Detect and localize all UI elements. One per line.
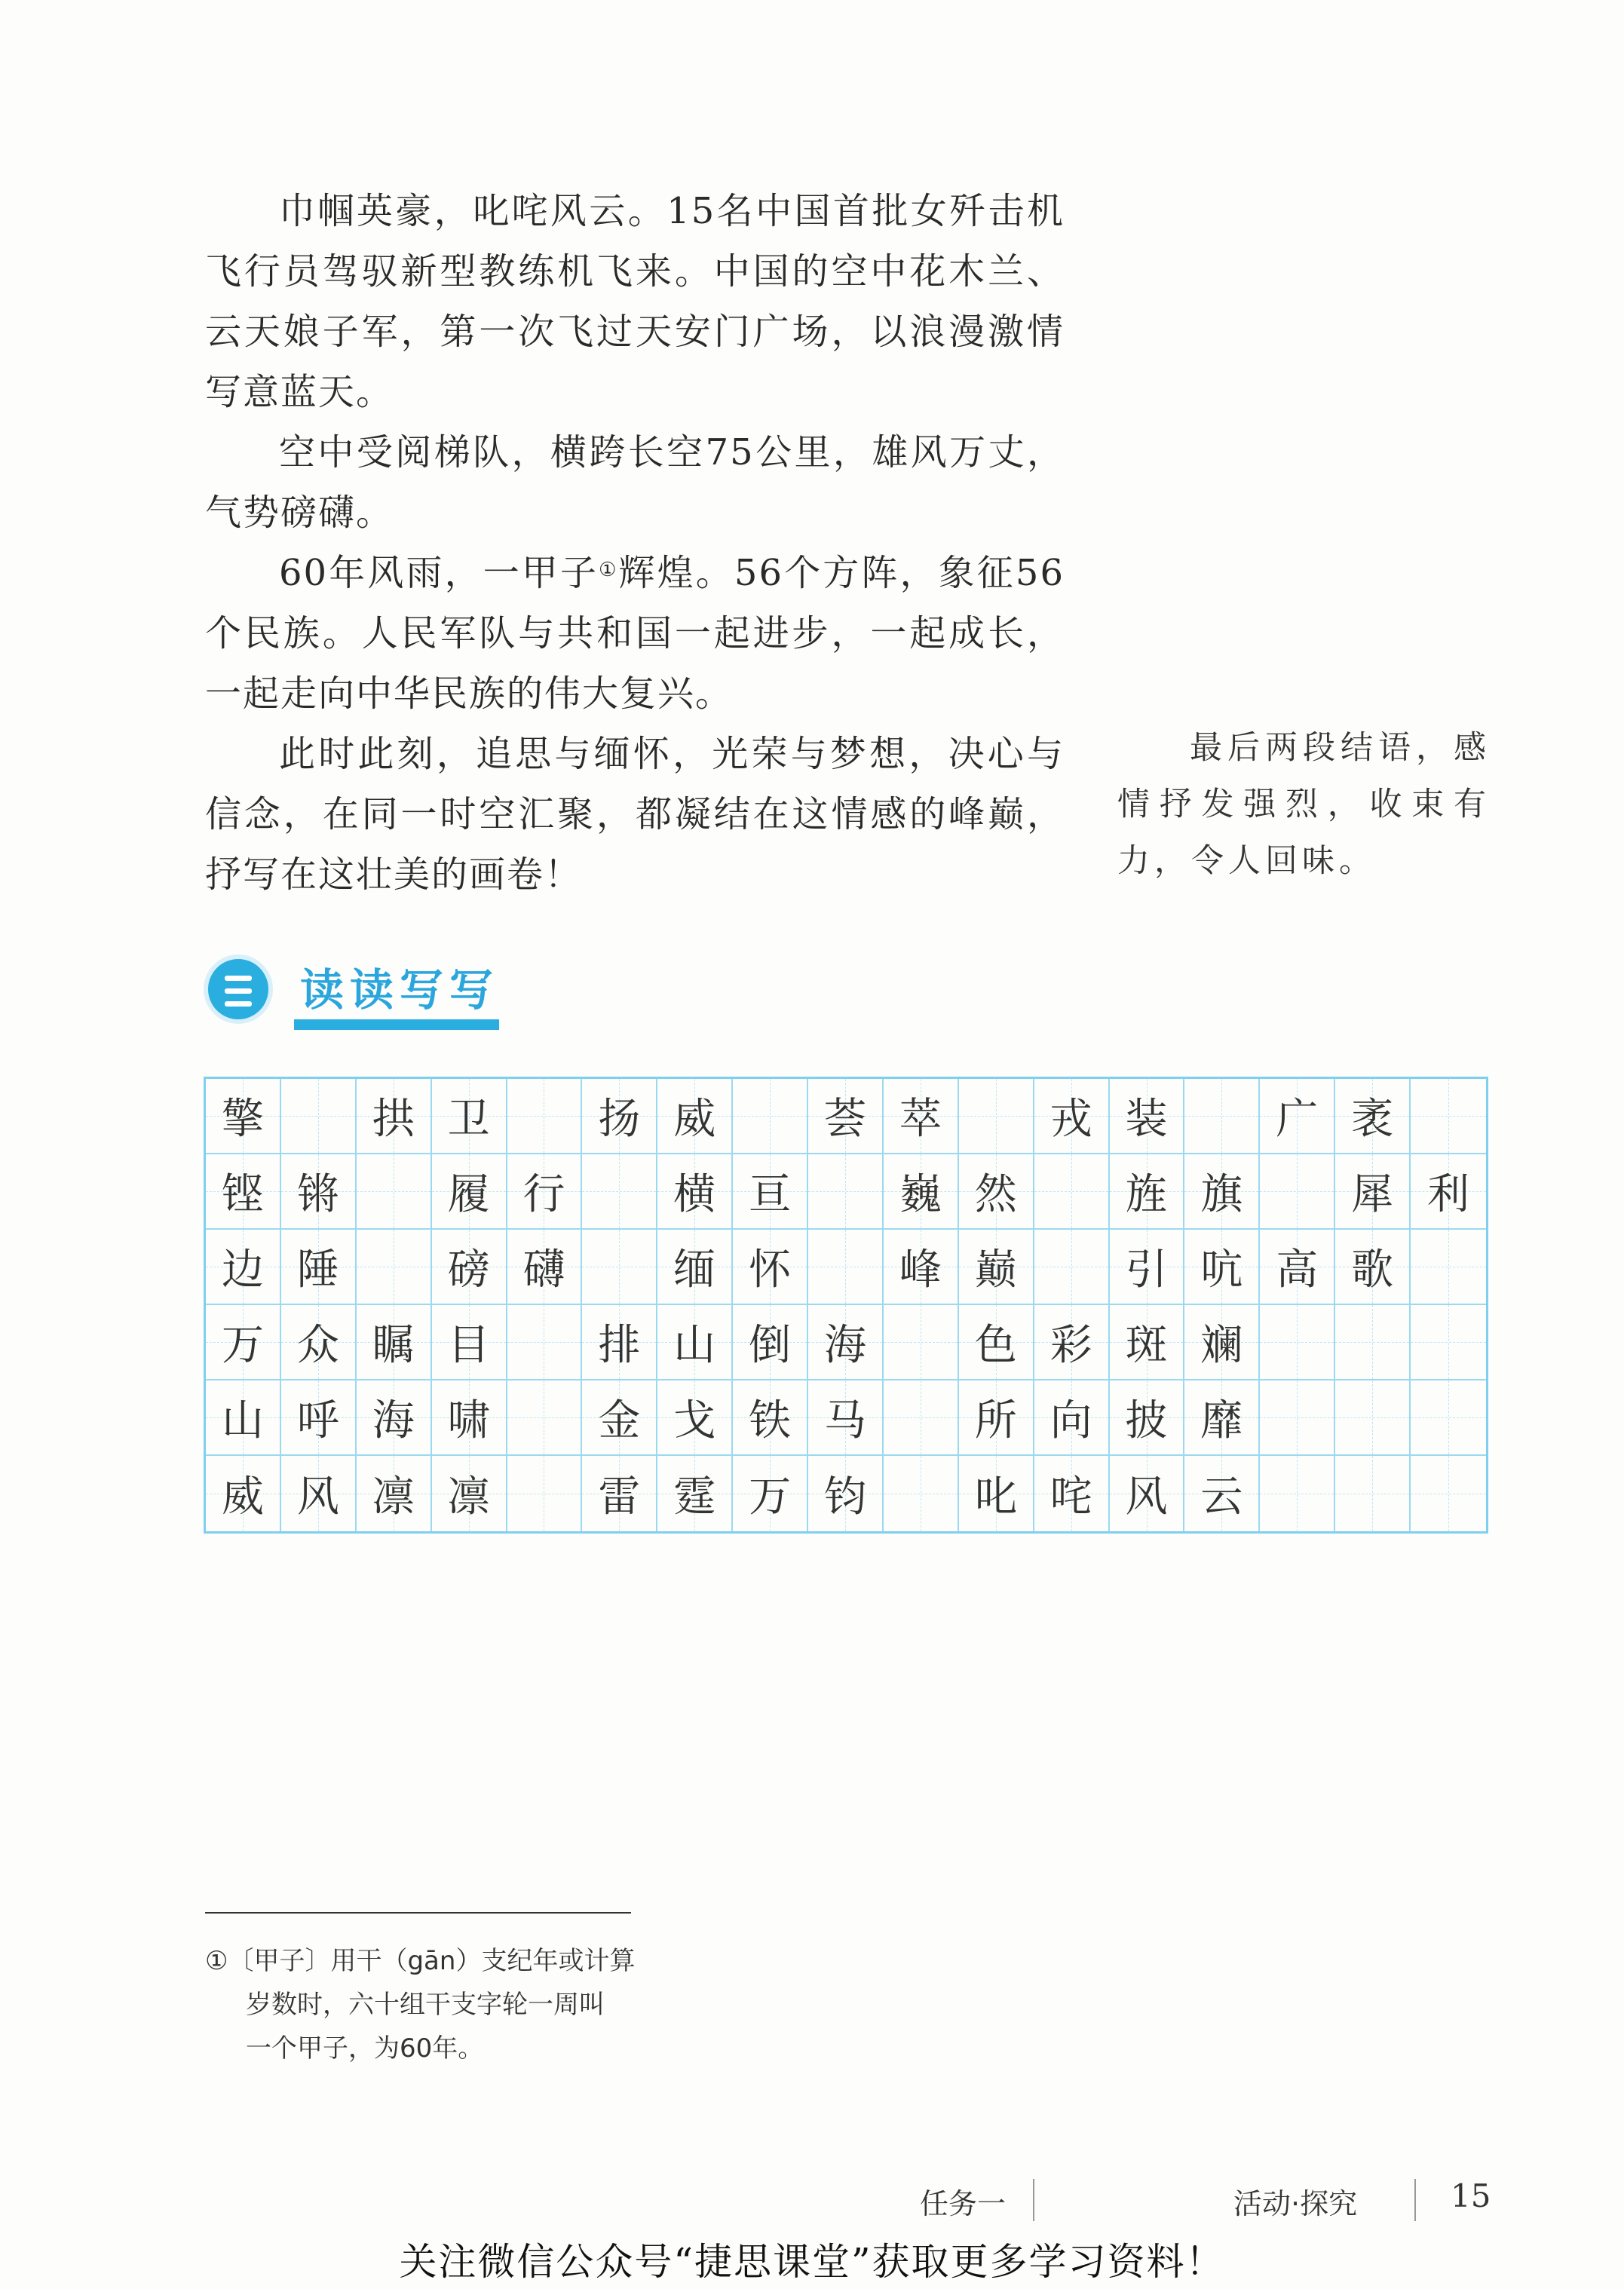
grid-character: 披 [1125,1396,1168,1445]
grid-cell [733,1154,808,1230]
grid-cell [206,1305,281,1380]
paragraph-4 [205,724,1065,905]
grid-cell [1411,1230,1486,1305]
grid-character: 斓 [1200,1321,1243,1370]
footer-section: 活动·探究 [1233,2187,1358,2220]
grid-cell [1260,1456,1335,1531]
section-title: 读读写写 [300,964,500,1016]
grid-character: 向 [1049,1396,1092,1445]
grid-cell [1034,1079,1110,1154]
main-text [205,181,1065,905]
grid-cell [733,1230,808,1305]
paragraph-4-text: 此时此刻，追思与缅怀，光荣与梦想，决心与信念，在同一时空汇聚，都凝结在这情感的峰巅，抒写在这壮美的画卷！ [205,733,1065,896]
grid-cell [357,1230,432,1305]
grid-cell [959,1305,1034,1380]
grid-character: 雷 [598,1472,641,1521]
section-underline [294,1019,499,1030]
grid-character: 斑 [1125,1321,1168,1370]
grid-cell [1260,1079,1335,1154]
grid-character: 吭 [1200,1246,1243,1295]
grid-cell [1335,1305,1411,1380]
grid-character: 戈 [673,1396,716,1445]
grid-character: 马 [823,1396,866,1445]
footnote-marker[interactable]: ① [599,559,619,581]
grid-cell [281,1380,357,1456]
grid-character: 装 [1125,1095,1168,1144]
grid-cell [1411,1380,1486,1456]
grid-character: 荟 [823,1095,866,1144]
grid-cell [1034,1154,1110,1230]
watermark-text: 关注微信公众号“捷思课堂”获取更多学习资料！ [399,2240,1225,2284]
paragraph-2-text: 空中受阅梯队，横跨长空75公里，雄风万丈，气势磅礴。 [205,431,1065,534]
grid-cell [507,1079,583,1154]
grid-character: 万 [749,1472,792,1521]
grid-cell [206,1154,281,1230]
grid-character: 缅 [673,1246,716,1295]
grid-character: 广 [1276,1095,1319,1144]
numeral-three-icon [204,955,273,1024]
grid-character: 万 [221,1321,264,1370]
footer-unit: 任务一 [920,2187,1007,2220]
grid-cell [808,1154,884,1230]
footer-divider [1033,2179,1034,2221]
grid-cell [733,1456,808,1531]
grid-character: 行 [522,1170,565,1219]
grid-cell [884,1380,959,1456]
footnote-line: ①〔甲子〕用干（gān）支纪年或计算 [205,1946,636,1976]
grid-cell [507,1305,583,1380]
grid-cell [657,1305,733,1380]
grid-cell [1034,1456,1110,1531]
grid-cell [1110,1154,1185,1230]
footnote-line: 一个甲子，为60年。 [246,2033,484,2064]
grid-cell [1184,1380,1260,1456]
grid-cell [1260,1230,1335,1305]
grid-cell [582,1154,657,1230]
grid-cell [206,1230,281,1305]
grid-cell [959,1380,1034,1456]
grid-cell [657,1456,733,1531]
grid-cell [1411,1456,1486,1531]
grid-cell [206,1380,281,1456]
grid-character: 山 [221,1396,264,1445]
grid-cell [432,1230,507,1305]
grid-cell [357,1079,432,1154]
grid-cell [507,1154,583,1230]
grid-character: 旌 [1125,1170,1168,1219]
grid-cell [808,1230,884,1305]
grid-cell [582,1305,657,1380]
grid-cell [507,1230,583,1305]
grid-cell [1411,1079,1486,1154]
grid-character: 巅 [974,1246,1017,1295]
grid-cell [1184,1456,1260,1531]
paragraph-2 [205,422,1065,543]
grid-cell [1335,1380,1411,1456]
grid-cell [959,1456,1034,1531]
grid-character: 彩 [1049,1321,1092,1370]
grid-cell [432,1305,507,1380]
grid-cell [582,1456,657,1531]
grid-character: 亘 [749,1170,792,1219]
grid-cell [1184,1230,1260,1305]
grid-character: 巍 [899,1170,942,1219]
grid-cell [884,1456,959,1531]
grid-cell [1110,1079,1185,1154]
grid-character: 凛 [372,1472,415,1521]
grid-character: 卫 [447,1095,490,1144]
grid-cell [582,1380,657,1456]
paragraph-1 [205,181,1065,422]
grid-cell [657,1380,733,1456]
grid-character: 倒 [749,1321,792,1370]
grid-cell [1411,1154,1486,1230]
grid-cell [884,1079,959,1154]
grid-character: 目 [447,1321,490,1370]
grid-cell [959,1079,1034,1154]
grid-character: 歌 [1351,1246,1394,1295]
grid-character: 峰 [899,1246,942,1295]
grid-cell [808,1456,884,1531]
grid-cell [1335,1456,1411,1531]
grid-character: 霆 [673,1472,716,1521]
grid-character: 瞩 [372,1321,415,1370]
footnote-divider [205,1912,631,1914]
grid-cell [432,1154,507,1230]
grid-cell [733,1380,808,1456]
grid-cell [281,1230,357,1305]
paragraph-3-text-b: 辉煌。56个方阵，象征56个民族。人民军队与共和国一起进步，一起成长，一起走向中华民族的伟大复兴。 [205,552,1065,715]
grid-character: 风 [1125,1472,1168,1521]
grid-cell [1260,1154,1335,1230]
grid-character: 磅 [447,1246,490,1295]
grid-cell [1335,1230,1411,1305]
grid-character: 戎 [1049,1095,1092,1144]
footnote-line: 岁数时，六十组干支字轮一周叫 [246,1990,605,2020]
grid-cell [1411,1305,1486,1380]
footer-divider [1414,2179,1416,2221]
paragraph-1-text: 巾帼英豪，叱咤风云。15名中国首批女歼击机飞行员驾驭新型教练机飞来。中国的空中花木兰、云天娘子军，第一次飞过天安门广场，以浪漫激情写意蓝天。 [205,190,1065,413]
grid-character: 礴 [522,1246,565,1295]
character-grid [204,1077,1488,1534]
grid-cell [808,1305,884,1380]
grid-cell [281,1456,357,1531]
grid-cell [432,1079,507,1154]
grid-character: 啸 [447,1396,490,1445]
grid-cell [582,1230,657,1305]
page-number: 15 [1451,2177,1491,2214]
grid-character: 旗 [1200,1170,1243,1219]
grid-cell [1335,1079,1411,1154]
grid-character: 然 [974,1170,1017,1219]
grid-character: 陲 [296,1246,339,1295]
grid-character: 铁 [749,1396,792,1445]
grid-cell [1184,1154,1260,1230]
grid-character: 高 [1276,1246,1319,1295]
grid-character: 咤 [1049,1472,1092,1521]
grid-character: 引 [1125,1246,1168,1295]
grid-cell [281,1154,357,1230]
grid-cell [657,1230,733,1305]
grid-character: 风 [296,1472,339,1521]
grid-cell [959,1154,1034,1230]
grid-character: 履 [447,1170,490,1219]
grid-character: 凛 [447,1472,490,1521]
grid-character: 钧 [823,1472,866,1521]
grid-character: 云 [1200,1472,1243,1521]
grid-cell [507,1380,583,1456]
grid-character: 靡 [1200,1396,1243,1445]
grid-cell [959,1230,1034,1305]
grid-cell [1335,1154,1411,1230]
grid-character: 擎 [221,1095,264,1144]
side-note: 最后两段结语，感情抒发强烈，收束有力，令人回味。 [1117,729,1491,880]
grid-character: 众 [296,1321,339,1370]
grid-cell [1260,1305,1335,1380]
grid-cell [808,1079,884,1154]
grid-character: 拱 [372,1095,415,1144]
grid-cell [582,1079,657,1154]
grid-character: 威 [673,1095,716,1144]
grid-cell [1110,1380,1185,1456]
grid-character: 怀 [749,1246,792,1295]
grid-cell [884,1154,959,1230]
grid-cell [206,1456,281,1531]
grid-character: 所 [974,1396,1017,1445]
grid-character: 袤 [1351,1095,1394,1144]
grid-cell [1184,1079,1260,1154]
grid-cell [1034,1305,1110,1380]
grid-character: 海 [372,1396,415,1445]
grid-character: 锵 [296,1170,339,1219]
grid-cell [281,1305,357,1380]
grid-cell [1034,1380,1110,1456]
grid-character: 扬 [598,1095,641,1144]
grid-cell [1260,1380,1335,1456]
paragraph-3 [205,543,1065,724]
grid-cell [1110,1305,1185,1380]
paragraph-3-text-a: 60年风雨，一甲子 [279,552,599,594]
grid-character: 铿 [221,1170,264,1219]
grid-character: 威 [221,1472,264,1521]
grid-cell [1184,1305,1260,1380]
grid-cell [1110,1456,1185,1531]
grid-character: 叱 [974,1472,1017,1521]
section-header [204,948,520,1031]
grid-cell [357,1154,432,1230]
grid-character: 边 [221,1246,264,1295]
grid-cell [884,1230,959,1305]
grid-cell [357,1380,432,1456]
grid-cell [357,1305,432,1380]
grid-cell [733,1305,808,1380]
grid-cell [432,1380,507,1456]
grid-cell [281,1079,357,1154]
grid-cell [884,1305,959,1380]
grid-character: 排 [598,1321,641,1370]
grid-cell [657,1079,733,1154]
grid-character: 利 [1427,1170,1470,1219]
grid-cell [1034,1230,1110,1305]
grid-cell [657,1154,733,1230]
grid-cell [432,1456,507,1531]
grid-character: 犀 [1351,1170,1394,1219]
grid-cell [808,1380,884,1456]
grid-character: 色 [974,1321,1017,1370]
grid-cell [1110,1230,1185,1305]
grid-character: 萃 [899,1095,942,1144]
grid-cell [357,1456,432,1531]
grid-character: 海 [823,1321,866,1370]
footnote [205,1939,680,2070]
grid-character: 横 [673,1170,716,1219]
grid-character: 金 [598,1396,641,1445]
grid-character: 呼 [296,1396,339,1445]
grid-cell [733,1079,808,1154]
grid-cell [206,1079,281,1154]
grid-cell [507,1456,583,1531]
grid-character: 山 [673,1321,716,1370]
